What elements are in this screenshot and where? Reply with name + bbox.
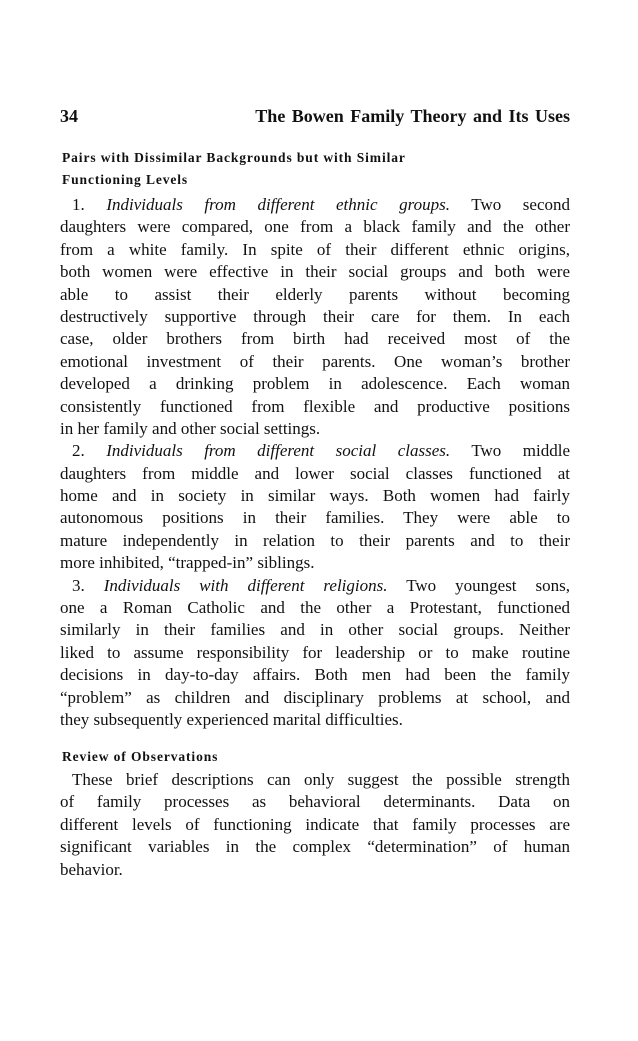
text-line: significant variables in the complex “determination” of human: [60, 837, 570, 857]
item-2: [60, 440, 570, 574]
item-title: Individuals from different ethnic groups.: [106, 195, 450, 214]
item-3: [60, 575, 570, 732]
item-text: Two youngest sons,: [406, 575, 570, 595]
section2-body: [60, 769, 570, 881]
text-line: one a Roman Catholic and the other a Protestant, functioned: [60, 598, 570, 618]
item-3-first-line: [60, 575, 570, 597]
text-line: emotional investment of their parents. One woman’s brother: [60, 351, 570, 371]
item-number: 1.: [72, 195, 85, 214]
text-line: from a white family. In spite of their different ethnic origins,: [60, 239, 570, 259]
text-line: behavior.: [60, 859, 123, 879]
text-line: similarly in their families and in other social groups. Neither: [60, 620, 570, 640]
text-line: consistently functioned from flexible and productive positions: [60, 396, 570, 416]
running-header: [60, 106, 570, 130]
section-heading-review: Review of Observations: [62, 749, 219, 764]
item-text: Two second: [471, 195, 571, 214]
item-1-first-line: [60, 194, 570, 216]
text-line: autonomous positions in their families. They were able to: [60, 508, 570, 528]
page-number: 34: [60, 106, 78, 126]
text-line: decisions in day-to-day affairs. Both men had been the family: [60, 665, 570, 685]
text-line: liked to assume responsibility for leadership or to make routine: [60, 642, 570, 662]
text-line: different levels of functioning indicate that family processes are: [60, 814, 570, 834]
item-number: 3.: [72, 575, 85, 595]
text-line: These brief descriptions can only suggest the possible strength: [72, 770, 570, 789]
text-line: more inhibited, “trapped-in” siblings.: [60, 553, 315, 573]
text-line: destructively supportive through their care for them. In each: [60, 306, 570, 326]
text-line: case, older brothers from birth had received most of the: [60, 329, 570, 349]
section1-body: [60, 194, 570, 731]
running-title: The Bowen Family Theory and Its Uses: [255, 106, 570, 126]
item-title: Individuals with different religions.: [103, 575, 388, 595]
text-line: of family processes as behavioral determinants. Data on: [60, 792, 570, 812]
section-heading-line-1: Pairs with Dissimilar Backgrounds but with Similar: [62, 150, 406, 165]
text-line: home and in society in similar ways. Both women had fairly: [60, 486, 570, 506]
text-line: daughters from middle and lower social classes functioned at: [60, 463, 570, 483]
item-text: Two middle: [471, 441, 570, 461]
text-line: mature independently in relation to their parents and to their: [60, 530, 570, 550]
text-line: both women were effective in their social groups and both were: [60, 262, 570, 282]
section-heading-line-2: Functioning Levels: [62, 172, 189, 187]
text-line: “problem” as children and disciplinary problems at school, and: [60, 687, 570, 707]
item-number: 2.: [72, 441, 85, 461]
text-line: daughters were compared, one from a black family and the other: [60, 217, 570, 237]
text-line: developed a drinking problem in adolescence. Each woman: [60, 374, 570, 394]
text-line: in her family and other social settings.: [60, 418, 321, 438]
item-1: [60, 194, 570, 440]
text-line: able to assist their elderly parents without becoming: [60, 284, 570, 304]
text-line: they subsequently experienced marital difficulties.: [60, 709, 403, 729]
item-title: Individuals from different social classes.: [106, 441, 451, 461]
item-2-first-line: [60, 440, 570, 462]
